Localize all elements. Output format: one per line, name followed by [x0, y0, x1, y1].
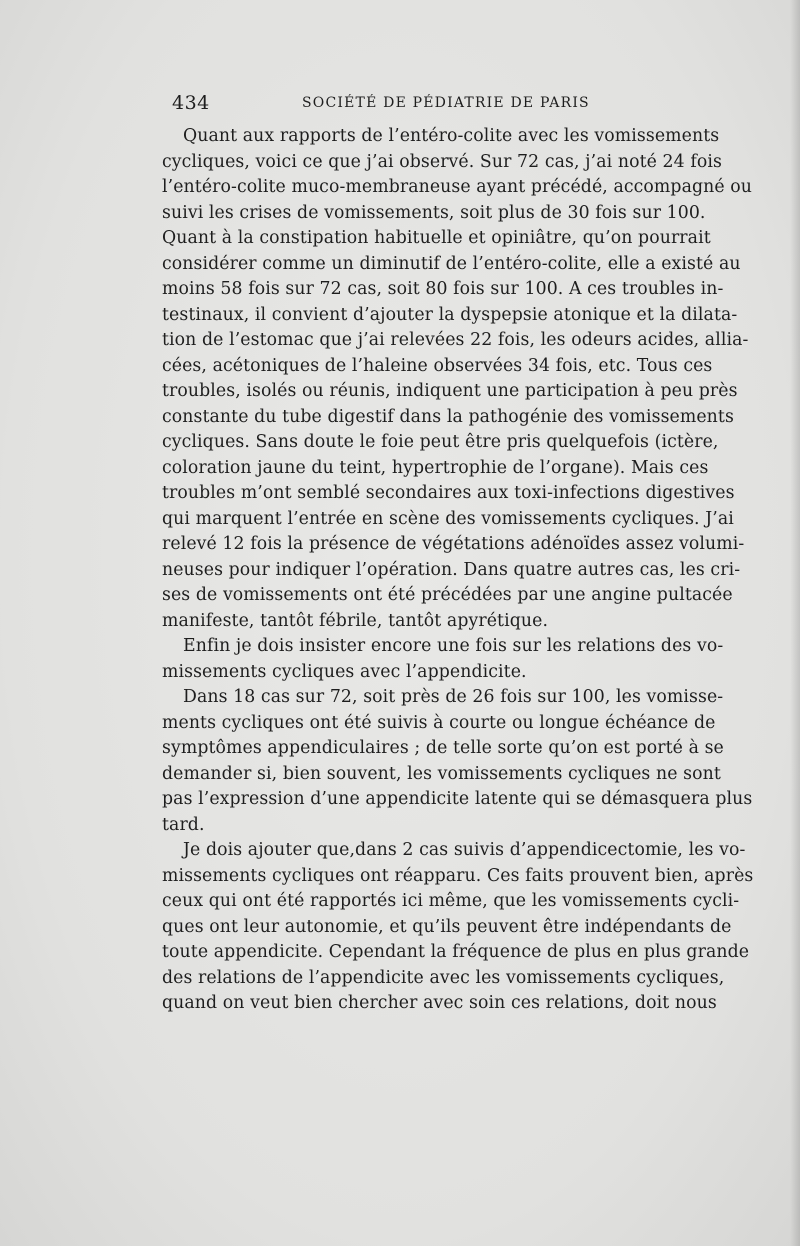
text-line: quand on veut bien chercher avec soin ces relations, doit nous: [162, 993, 717, 1013]
text-line: considérer comme un diminutif de l’entéro-colite, elle a existé au: [162, 253, 741, 274]
text-line: missements cycliques ont réapparu. Ces faits prouvent bien, après: [162, 865, 754, 886]
text-line: toute appendicite. Cependant la fréquence de plus en plus grande: [162, 942, 750, 962]
running-title: SOCIÉTÉ DE PÉDIATRIE DE PARIS: [302, 95, 590, 111]
text-line: Dans 18 cas sur 72, soit près de 26 fois sur 100, les vomisse-: [183, 687, 724, 707]
paragraph: [162, 634, 724, 685]
text-line: Quant à la constipation habituelle et opiniâtre, qu’on pourrait: [162, 228, 711, 248]
text-line: ceux qui ont été rapportés ici même, que les vomissements cycli-: [162, 891, 740, 911]
text-line: tion de l’estomac que j’ai relevées 22 fois, les odeurs acides, allia-: [162, 330, 749, 350]
text-line: ses de vomissements ont été précédées par une angine pultacée: [162, 585, 733, 605]
page-edge-shadow: [790, 0, 800, 1246]
text-line: constante du tube digestif dans la pathogénie des vomissements: [162, 406, 734, 427]
text-line: Enfin je dois insister encore une fois sur les relations des vo-: [183, 636, 724, 656]
text-line: troubles m’ont semblé secondaires aux toxi-infections digestives: [162, 483, 735, 503]
paragraph: [162, 685, 753, 838]
text-line: ments cycliques ont été suivis à courte ou longue échéance de: [162, 712, 716, 733]
text-line: qui marquent l’entrée en scène des vomissements cycliques. J’ai: [162, 508, 734, 529]
text-line: symptômes appendiculaires ; de telle sorte qu’on est porté à se: [162, 738, 724, 758]
text-line: demander si, bien souvent, les vomissements cycliques ne sont: [162, 763, 721, 784]
text-line: pas l’expression d’une appendicite latente qui se démasquera plus: [162, 789, 753, 809]
text-line: missements cycliques avec l’appendicite.: [162, 661, 527, 682]
text-line: manifeste, tantôt fébrile, tantôt apyrétique.: [162, 610, 549, 631]
text-line: cycliques, voici ce que j’ai observé. Sur 72 cas, j’ai noté 24 fois: [162, 151, 722, 172]
text-line: neuses pour indiquer l’opération. Dans quatre autres cas, les cri-: [162, 559, 741, 580]
text-line: Je dois ajouter que,dans 2 cas suivis d’appendicectomie, les vo-: [183, 840, 746, 860]
text-line: suivi les crises de vomissements, soit plus de 30 fois sur 100.: [162, 202, 706, 223]
text-line: coloration jaune du teint, hypertrophie de l’organe). Mais ces: [162, 457, 709, 478]
text-line: cycliques. Sans doute le foie peut être pris quelquefois (ictère,: [162, 432, 719, 452]
paragraph: [162, 124, 753, 634]
text-line: tard.: [162, 814, 205, 835]
text-line: moins 58 fois sur 72 cas, soit 80 fois sur 100. A ces troubles in-: [162, 279, 724, 299]
text-line: des relations de l’appendicite avec les vomissements cycliques,: [162, 967, 725, 988]
text-line: cées, acétoniques de l’haleine observées 34 fois, etc. Tous ces: [162, 355, 713, 376]
text-line: l’entéro-colite muco-membraneuse ayant précédé, accompagné ou: [162, 177, 753, 197]
text-line: troubles, isolés ou réunis, indiquent une participation à peu près: [162, 381, 738, 401]
text-line: ques ont leur autonomie, et qu’ils peuvent être indépendants de: [162, 916, 732, 937]
text-line: Quant aux rapports de l’entéro-colite avec les vomissements: [183, 126, 720, 146]
body-text: [162, 124, 754, 1017]
text-line: relevé 12 fois la présence de végétations adénoïdes assez volumi-: [162, 534, 745, 554]
page-number: 434: [172, 92, 210, 114]
page-header: [172, 92, 700, 122]
paragraph: [162, 838, 754, 1017]
text-line: testinaux, il convient d’ajouter la dyspepsie atonique et la dilata-: [162, 304, 738, 325]
